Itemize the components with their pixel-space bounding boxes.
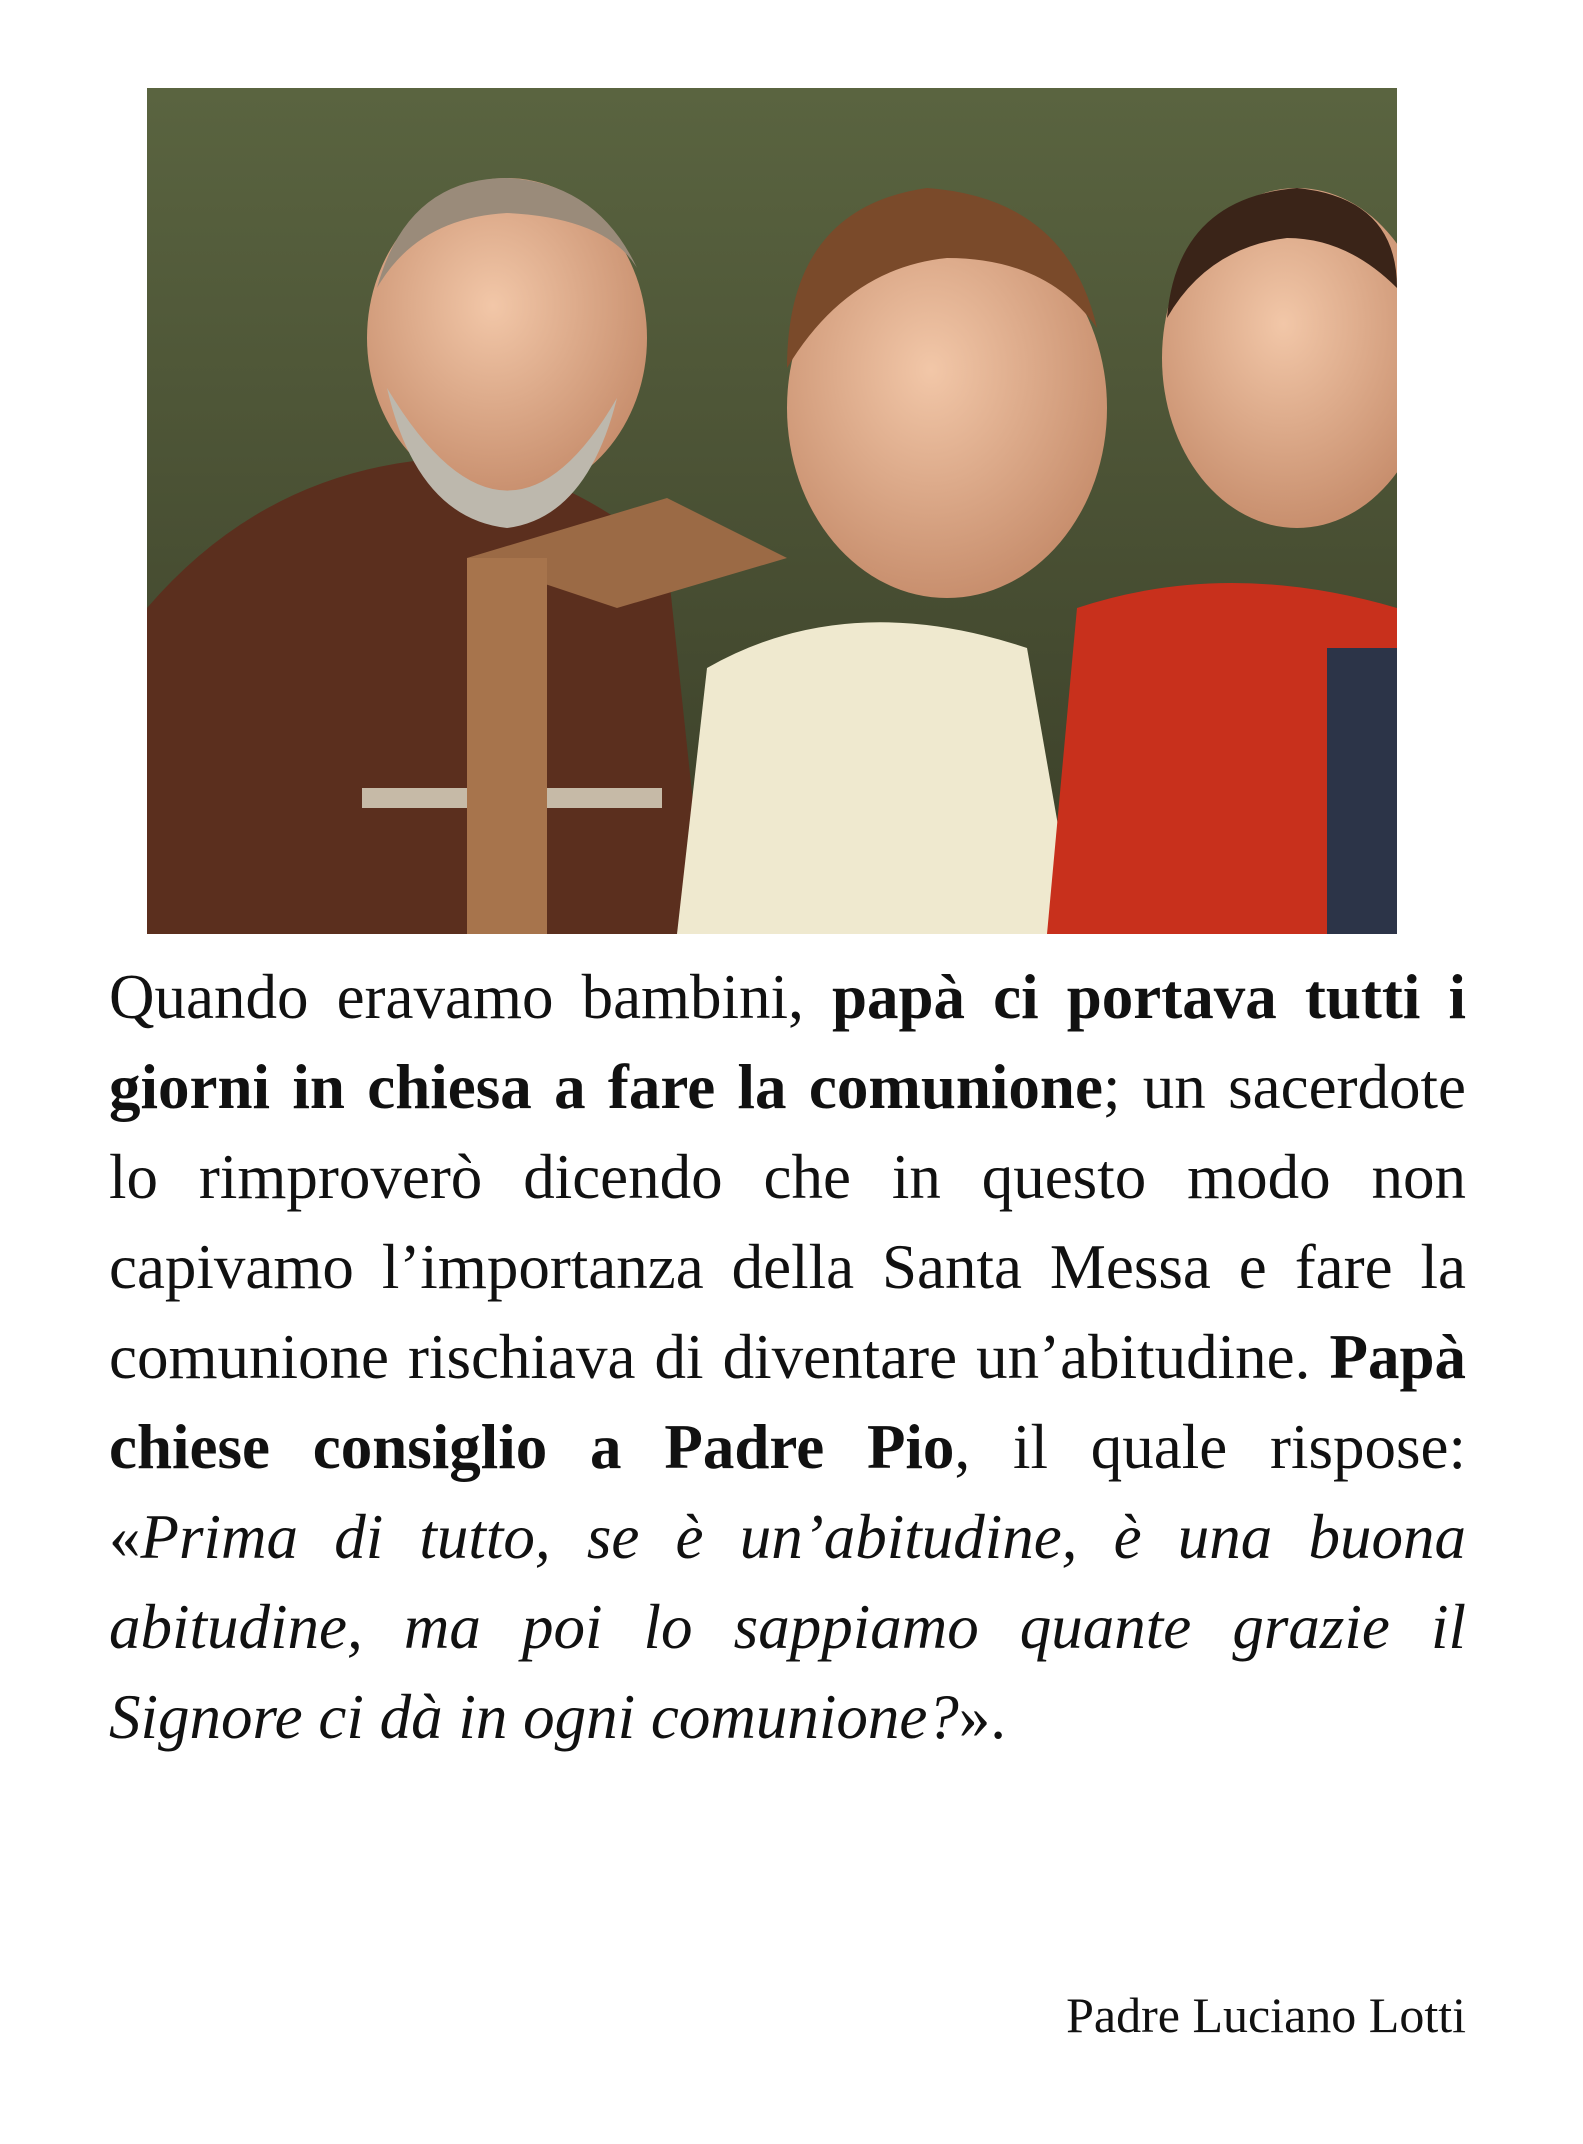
photo-padre-pio-with-children	[147, 88, 1397, 934]
quote-bold-2: Papà chiese consiglio a Padre Pio	[109, 1322, 1466, 1482]
quote-part-4: ».	[958, 1682, 1007, 1752]
photo-illustration	[147, 88, 1397, 934]
author-signature: Padre Luciano Lotti	[1066, 1987, 1466, 2043]
quote-paragraph	[109, 952, 1466, 1762]
quote-part-2: ; un sacerdote lo rimproverò dicendo che in questo modo non capivamo l’importanza della Santa Messa e fare la comunione rischiava di diventare un’abitudine.	[109, 1052, 1466, 1392]
quote-part-3: , il quale rispose: «	[109, 1412, 1466, 1572]
quote-bold-1: papà ci portava tutti i giorni in chiesa a fare la comunione	[109, 962, 1466, 1122]
quote-italic-answer: Prima di tutto, se è un’abitudine, è una buona abitudine, ma poi lo sappiamo quante grazie il Signore ci dà in ogni comunione?	[109, 1502, 1466, 1752]
quote-part-1: Quando eravamo bambini,	[109, 962, 832, 1032]
